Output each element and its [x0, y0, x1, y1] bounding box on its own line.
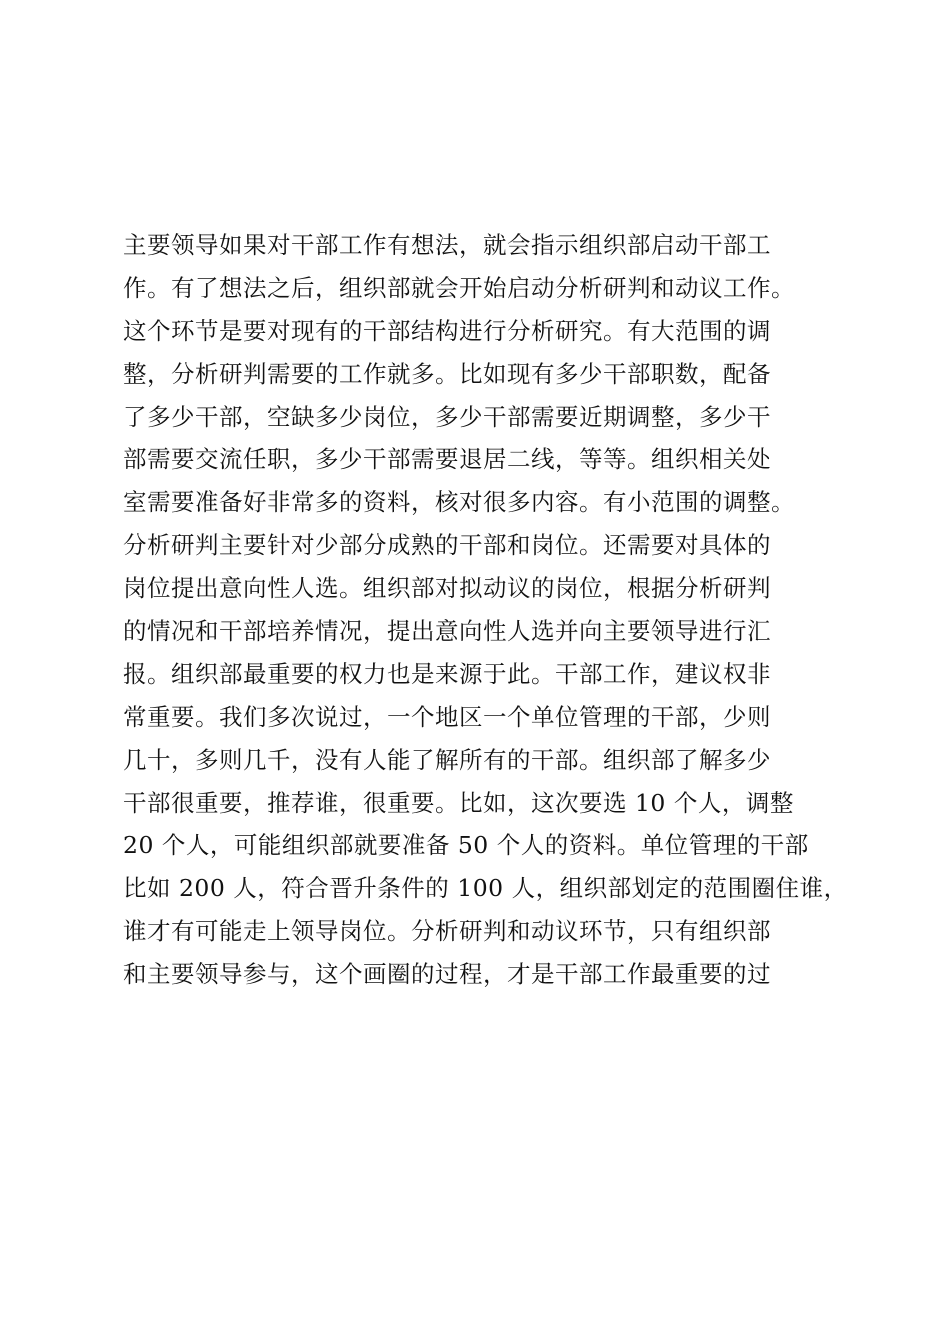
text-line: 干部很重要，推荐谁，很重要。比如，这次要选 10 个人，调整 — [123, 788, 794, 817]
text-line: 的情况和干部培养情况，提出意向性人选并向主要领导进行汇 — [123, 617, 771, 646]
text-line: 和主要领导参与，这个画圈的过程，才是干部工作最重要的过 — [123, 960, 771, 989]
text-line: 比如 200 人，符合晋升条件的 100 人，组织部划定的范围圈住谁， — [123, 874, 848, 903]
text-line: 岗位提出意向性人选。组织部对拟动议的岗位，根据分析研判 — [123, 574, 771, 603]
text-line: 谁才有可能走上领导岗位。分析研判和动议环节，只有组织部 — [123, 917, 771, 946]
text-line: 主要领导如果对干部工作有想法，就会指示组织部启动干部工 — [123, 231, 771, 259]
text-line: 分析研判主要针对少部分成熟的干部和岗位。还需要对具体的 — [123, 531, 771, 560]
text-line: 室需要准备好非常多的资料，核对很多内容。有小范围的调整。 — [123, 488, 795, 517]
text-line: 整，分析研判需要的工作就多。比如现有多少干部职数，配备 — [123, 359, 771, 388]
text-line: 几十，多则几千，没有人能了解所有的干部。组织部了解多少 — [123, 745, 771, 774]
text-line: 报。组织部最重要的权力也是来源于此。干部工作，建议权非 — [123, 659, 771, 688]
text-line: 部需要交流任职，多少干部需要退居二线，等等。组织相关处 — [123, 445, 771, 474]
body-text — [123, 224, 863, 996]
text-line: 常重要。我们多次说过，一个地区一个单位管理的干部，少则 — [123, 702, 771, 731]
text-line: 了多少干部，空缺多少岗位，多少干部需要近期调整，多少干 — [123, 402, 771, 431]
text-line: 作。有了想法之后，组织部就会开始启动分析研判和动议工作。 — [123, 273, 795, 302]
text-line: 这个环节是要对现有的干部结构进行分析研究。有大范围的调 — [123, 316, 771, 345]
text-line: 20 个人，可能组织部就要准备 50 个人的资料。单位管理的干部 — [123, 831, 809, 860]
